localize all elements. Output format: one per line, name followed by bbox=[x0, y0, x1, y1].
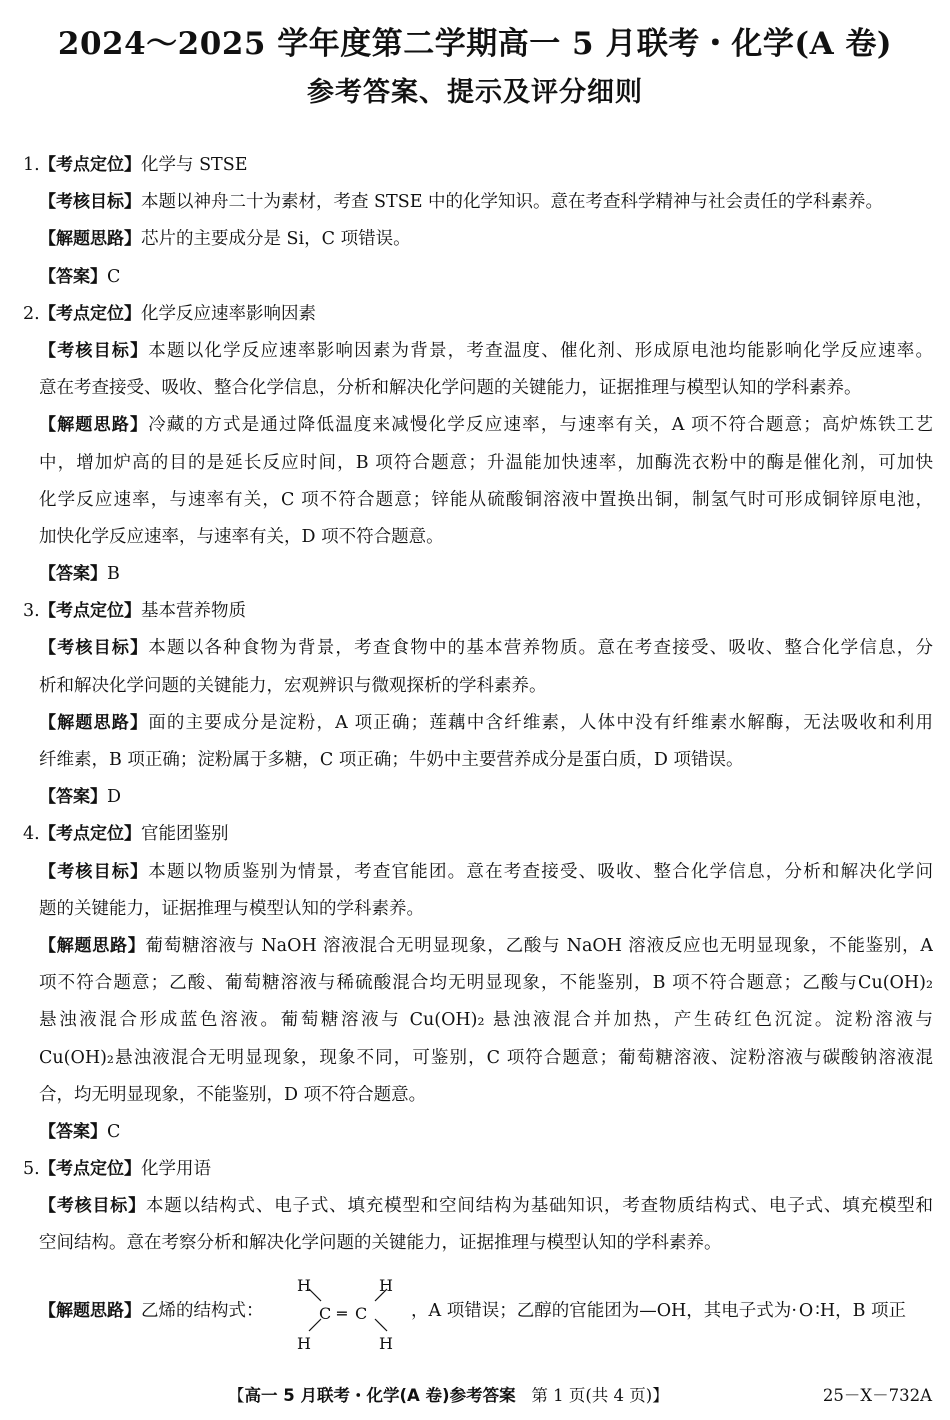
answer-value: B bbox=[107, 564, 120, 585]
goal-line bbox=[23, 1225, 933, 1262]
single-bond bbox=[375, 1319, 387, 1331]
label-goal: 【考核目标】 bbox=[39, 1196, 146, 1217]
goal-text: 意在考查接受、吸收、整合化学信息，分析和解决化学问题的关键能力，证据推理与模型认知的学科素养。 bbox=[39, 378, 862, 399]
page-title: 2024～2025 学年度第二学期高一 5 月联考・化学(A 卷) bbox=[57, 26, 893, 62]
point-text: 化学反应速率影响因素 bbox=[141, 303, 316, 324]
footer-exam: 【高一 5 月联考・化学(A 卷)参考答案 第 1 页(共 4 页)】 bbox=[228, 1386, 669, 1405]
footer-code: 25－X－732A bbox=[822, 1386, 932, 1405]
hydrogen-atom: H bbox=[379, 1333, 393, 1353]
hydrogen-atom: H bbox=[297, 1275, 311, 1295]
question-number: 1. bbox=[23, 155, 40, 175]
label-answer: 【答案】 bbox=[39, 266, 107, 287]
label-point: 【考点定位】 bbox=[39, 824, 141, 845]
idea-text: 面的主要成分是淀粉，A 项正确；莲藕中含纤维素，人体中没有纤维素水解酶，无法吸收和利用 bbox=[148, 712, 933, 733]
idea-line bbox=[23, 482, 933, 519]
label-idea: 【解题思路】 bbox=[39, 1300, 141, 1321]
goal-line bbox=[23, 891, 933, 928]
label-answer: 【答案】 bbox=[39, 1121, 107, 1142]
label-goal: 【考核目标】 bbox=[39, 861, 149, 882]
page-subtitle: 参考答案、提示及评分细则 bbox=[307, 77, 643, 108]
idea-line bbox=[23, 742, 933, 779]
question-header bbox=[23, 296, 933, 333]
idea-line bbox=[23, 407, 933, 444]
carbon-atom: C bbox=[319, 1303, 332, 1323]
label-answer: 【答案】 bbox=[39, 787, 107, 808]
label-goal: 【考核目标】 bbox=[39, 192, 141, 213]
answer-line bbox=[23, 779, 933, 816]
idea-text: 芯片的主要成分是 Si，C 项错误。 bbox=[141, 229, 411, 250]
goal-line bbox=[23, 333, 933, 370]
idea-line bbox=[23, 705, 933, 742]
idea-line bbox=[23, 928, 933, 965]
idea-text: 纤维素，B 项正确；淀粉属于多糖，C 项正确；牛奶中主要营养成分是蛋白质，D 项错误。 bbox=[39, 750, 744, 770]
idea-line bbox=[23, 221, 933, 258]
q5-idea-row bbox=[23, 1269, 933, 1351]
question-header bbox=[23, 147, 933, 184]
goal-text: 析和解决化学问题的关键能力，宏观辨识与微观探析的学科素养。 bbox=[39, 675, 547, 696]
single-bond bbox=[309, 1289, 321, 1301]
point-text: 官能团鉴别 bbox=[141, 824, 229, 845]
hydrogen-atom: H bbox=[297, 1333, 311, 1353]
answer-line bbox=[23, 1114, 933, 1151]
answer-line bbox=[23, 556, 933, 593]
goal-text: 空间结构。意在考察分析和解决化学问题的关键能力，证据推理与模型认知的学科素养。 bbox=[39, 1233, 722, 1254]
question-number: 3. bbox=[23, 601, 40, 622]
answer-value: D bbox=[107, 787, 122, 808]
goal-line bbox=[23, 854, 933, 891]
answer-value: C bbox=[107, 1121, 121, 1142]
goal-text: 本题以神舟二十为素材，考查 STSE 中的化学知识。意在考查科学精神与社会责任的学科素养。 bbox=[141, 192, 884, 213]
goal-line bbox=[23, 184, 933, 221]
question-header bbox=[23, 1151, 933, 1188]
question-number: 5. bbox=[23, 1159, 40, 1180]
question-header bbox=[23, 816, 933, 853]
label-idea: 【解题思路】 bbox=[39, 229, 141, 250]
goal-line bbox=[23, 668, 933, 705]
label-point: 【考点定位】 bbox=[39, 601, 141, 622]
goal-text: 本题以物质鉴别为情景，考查官能团。意在考查接受、吸收、整合化学信息，分析和解决化学问 bbox=[148, 861, 933, 882]
double-bond: ═ bbox=[337, 1303, 347, 1323]
hydrogen-atom: H bbox=[379, 1275, 393, 1295]
ethylene-structure bbox=[293, 1269, 405, 1351]
goal-text: 本题以结构式、电子式、填充模型和空间结构为基础知识，考查物质结构式、电子式、填充模型和 bbox=[145, 1196, 933, 1217]
label-idea: 【解题思路】 bbox=[39, 935, 146, 956]
label-point: 【考点定位】 bbox=[39, 155, 141, 175]
answer-value: C bbox=[107, 266, 121, 287]
electron-pair: ∶ bbox=[815, 1300, 820, 1321]
idea-line bbox=[23, 519, 933, 556]
idea-text: 化学反应速率，与速率有关，C 项不符合题意；锌能从硫酸铜溶液中置换出铜，制氢气时可形成铜锌原电池， bbox=[39, 489, 933, 510]
goal-line bbox=[23, 370, 933, 407]
label-goal: 【考核目标】 bbox=[39, 638, 149, 659]
point-text: 化学用语 bbox=[141, 1159, 211, 1180]
q5-idea-after bbox=[411, 1293, 906, 1330]
answer-content bbox=[23, 147, 933, 1351]
idea-text: 中，增加炉高的目的是延长反应时间，B 项符合题意；升温能加快速率，加酶洗衣粉中的酶是催化剂，可加快 bbox=[39, 452, 933, 473]
idea-line bbox=[23, 1040, 933, 1077]
idea-text: 合，均无明显现象，不能鉴别，D 项不符合题意。 bbox=[39, 1084, 427, 1105]
single-bond bbox=[309, 1319, 321, 1331]
idea-text: 冷藏的方式是通过降低温度来减慢化学反应速率，与速率有关，A 项不符合题意；高炉炼铁工艺 bbox=[148, 415, 933, 436]
q5-idea-suffix: ，A 项错误；乙醇的官能团为—OH，其电子式为 bbox=[411, 1300, 792, 1321]
hydrogen-atom: H bbox=[819, 1300, 836, 1321]
goal-text: 本题以化学反应速率影响因素为背景，考查温度、催化剂、形成原电池均能影响化学反应速率。 bbox=[148, 340, 933, 361]
oxygen-atom: O bbox=[798, 1300, 814, 1321]
idea-text: 项不符合题意；乙酸、葡萄糖溶液与稀硫酸混合均无明显现象，不能鉴别，B 项不符合题意；乙酸与Cu(OH)₂ bbox=[39, 973, 933, 994]
answer-line bbox=[23, 259, 933, 296]
point-text: 化学与 STSE bbox=[141, 155, 248, 175]
goal-line bbox=[23, 1188, 933, 1225]
oxygen-atom-wrap bbox=[797, 1293, 815, 1330]
idea-line bbox=[23, 965, 933, 1002]
idea-text: Cu(OH)₂悬浊液混合无明显现象，现象不同，可鉴别，C 项符合题意；葡萄糖溶液、淀粉溶液与碳酸钠溶液混 bbox=[39, 1047, 933, 1068]
goal-text: 本题以各种食物为背景，考查食物中的基本营养物质。意在考查接受、吸收、整合化学信息，分 bbox=[148, 638, 933, 659]
idea-text: 悬浊液混合形成蓝色溶液。葡萄糖溶液与 Cu(OH)₂ 悬浊液混合并加热，产生砖红色沉淀。淀粉溶液与 bbox=[39, 1010, 933, 1031]
label-idea: 【解题思路】 bbox=[39, 712, 149, 733]
idea-line bbox=[23, 1002, 933, 1039]
label-answer: 【答案】 bbox=[39, 564, 107, 585]
q5-idea-tail: ，B 项正 bbox=[835, 1300, 907, 1321]
single-bond bbox=[375, 1289, 387, 1301]
q5-idea-prefix: 乙烯的结构式： bbox=[141, 1300, 264, 1321]
idea-line bbox=[23, 1077, 933, 1114]
label-goal: 【考核目标】 bbox=[39, 340, 149, 361]
carbon-atom: C bbox=[355, 1303, 368, 1323]
idea-line bbox=[23, 445, 933, 482]
label-point: 【考点定位】 bbox=[39, 1159, 141, 1180]
ethylene-bonds bbox=[293, 1269, 405, 1351]
question-header bbox=[23, 593, 933, 630]
electron-dot: · bbox=[791, 1300, 797, 1321]
idea-text: 葡萄糖溶液与 NaOH 溶液混合无明显现象，乙酸与 NaOH 溶液反应也无明显现象，不能鉴别，A bbox=[145, 935, 933, 956]
goal-text: 题的关键能力，证据推理与模型认知的学科素养。 bbox=[39, 898, 424, 919]
label-idea: 【解题思路】 bbox=[39, 415, 149, 436]
idea-text: 加快化学反应速率，与速率有关，D 项不符合题意。 bbox=[39, 526, 444, 547]
goal-line bbox=[23, 630, 933, 667]
q5-idea-label bbox=[39, 1293, 264, 1330]
point-text: 基本营养物质 bbox=[141, 601, 246, 622]
label-point: 【考点定位】 bbox=[39, 303, 141, 324]
question-number: 2. bbox=[23, 303, 40, 324]
question-number: 4. bbox=[23, 824, 40, 845]
